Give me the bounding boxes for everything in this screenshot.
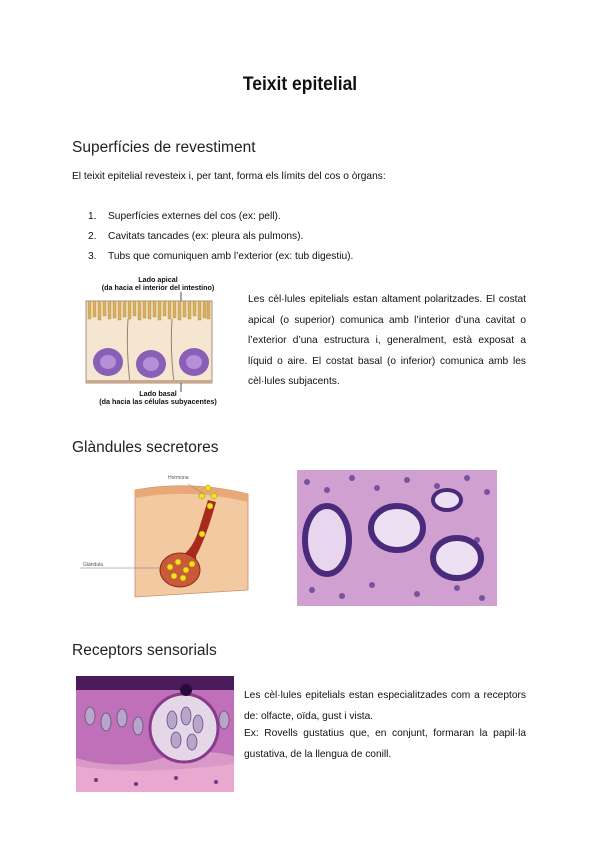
page-title: Teixit epitelial xyxy=(242,74,358,95)
epithelial-cells-figure xyxy=(78,274,238,408)
basal-sub-label: (da hacia las células subyacentes) xyxy=(99,397,217,406)
gland-label: Glándula xyxy=(83,562,104,568)
receptors-paragraph-2: Ex: Rovells gustatius que, en conjunt, formaran la papil·la gustativa, de la llengua de conill. xyxy=(244,728,526,760)
surface-list xyxy=(88,207,353,267)
gland-diagram-figure xyxy=(80,472,250,604)
list-item: 2. Cavitats tancades (ex: pleura als pulmons). xyxy=(88,231,304,242)
list-item: 3. Tubs que comuniquen amb l’exterior (ex: tub digestiu). xyxy=(88,251,354,262)
polarity-paragraph: Les cèl·lules epitelials estan altament polaritzades. El costat apical (o superior) comunica amb l’interior d’una cavitat o l’exterior d’una estructura i, generalment, està exposat a líquid o aire. El costat basal (o inferior) comunica amb les cèl·lules subjacents. xyxy=(248,294,526,388)
surface-intro: El teixit epitelial revesteix i, per tant, forma els límits del cos o òrgans: xyxy=(72,171,386,182)
taste-bud-image xyxy=(76,676,234,792)
receptors-paragraph-1: Les cèl·lules epitelials estan especialitzades com a receptors de: olfacte, oïda, gust i vista. xyxy=(244,690,526,722)
apical-label: Lado apical xyxy=(138,275,178,284)
basal-label: Lado basal xyxy=(139,389,177,398)
apical-sub-label: (da hacia el interior del intestino) xyxy=(101,283,215,292)
gland-histology-image xyxy=(297,470,497,606)
heading-glands: Glàndules secretores xyxy=(72,439,219,456)
heading-surface: Superfícies de revestiment xyxy=(72,139,256,156)
heading-receptors: Receptors sensorials xyxy=(72,642,217,659)
list-item: 1. Superfícies externes del cos (ex: pell). xyxy=(88,211,281,222)
hormone-label: Hormona xyxy=(168,475,189,481)
